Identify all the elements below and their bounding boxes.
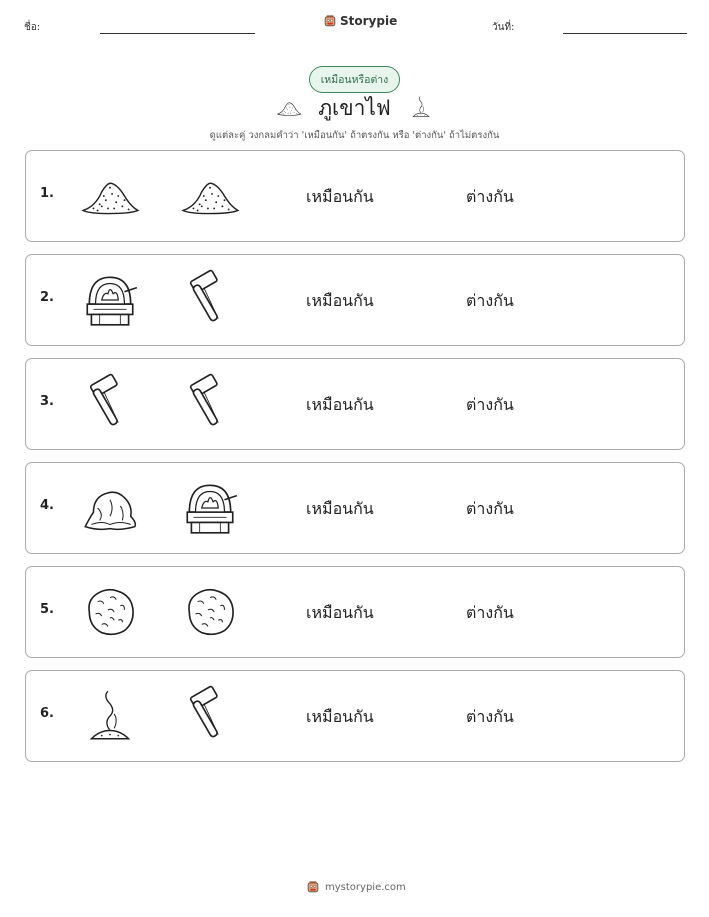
smoke-icon xyxy=(408,92,434,122)
row-number: 6. xyxy=(40,706,54,721)
hammer-icon xyxy=(179,373,241,435)
lava-mound-icon xyxy=(79,477,141,539)
mascot-icon xyxy=(323,13,337,29)
same-option[interactable]: เหมือนกัน xyxy=(306,603,374,622)
date-label: วันที่: xyxy=(492,22,515,33)
smoke-icon xyxy=(79,685,141,747)
row-number: 1. xyxy=(40,186,54,201)
same-option[interactable]: เหมือนกัน xyxy=(306,499,374,518)
sand-pile-icon xyxy=(179,165,241,227)
same-option[interactable]: เหมือนกัน xyxy=(306,187,374,206)
brand-logo xyxy=(323,13,397,29)
different-option[interactable]: ต่างกัน xyxy=(466,499,514,518)
question-row xyxy=(25,462,685,554)
furnace-icon xyxy=(179,477,241,539)
brand-name: Storypie xyxy=(340,14,398,28)
row-number: 5. xyxy=(40,602,54,617)
same-option[interactable]: เหมือนกัน xyxy=(306,291,374,310)
row-number: 2. xyxy=(40,290,54,305)
different-option[interactable]: ต่างกัน xyxy=(466,603,514,622)
sand-pile-icon xyxy=(79,165,141,227)
different-option[interactable]: ต่างกัน xyxy=(466,395,514,414)
question-row xyxy=(25,358,685,450)
row-number: 4. xyxy=(40,498,54,513)
rock-icon xyxy=(179,581,241,643)
question-row xyxy=(25,254,685,346)
footer xyxy=(306,879,406,895)
question-row xyxy=(25,566,685,658)
different-option[interactable]: ต่างกัน xyxy=(466,291,514,310)
row-number: 3. xyxy=(40,394,54,409)
hammer-icon xyxy=(79,373,141,435)
rock-icon xyxy=(79,581,141,643)
same-option[interactable]: เหมือนกัน xyxy=(306,395,374,414)
hammer-icon xyxy=(179,269,241,331)
mascot-icon xyxy=(306,879,320,895)
different-option[interactable]: ต่างกัน xyxy=(466,187,514,206)
hammer-icon xyxy=(179,685,241,747)
same-option[interactable]: เหมือนกัน xyxy=(306,707,374,726)
different-option[interactable]: ต่างกัน xyxy=(466,707,514,726)
name-line[interactable] xyxy=(100,33,255,34)
worksheet-type-badge: เหมือนหรือต่าง xyxy=(309,66,400,93)
question-row xyxy=(25,150,685,242)
date-line[interactable] xyxy=(563,33,687,34)
furnace-icon xyxy=(79,269,141,331)
instruction-text: ดูแต่ละคู่ วงกลมคำว่า 'เหมือนกัน' ถ้าตรงกัน หรือ 'ต่างกัน' ถ้าไม่ตรงกัน xyxy=(209,130,500,141)
name-label: ชื่อ: xyxy=(24,22,41,33)
page-title: ภูเขาไฟ xyxy=(318,96,391,120)
question-row xyxy=(25,670,685,762)
footer-url: mystorypie.com xyxy=(325,881,406,893)
